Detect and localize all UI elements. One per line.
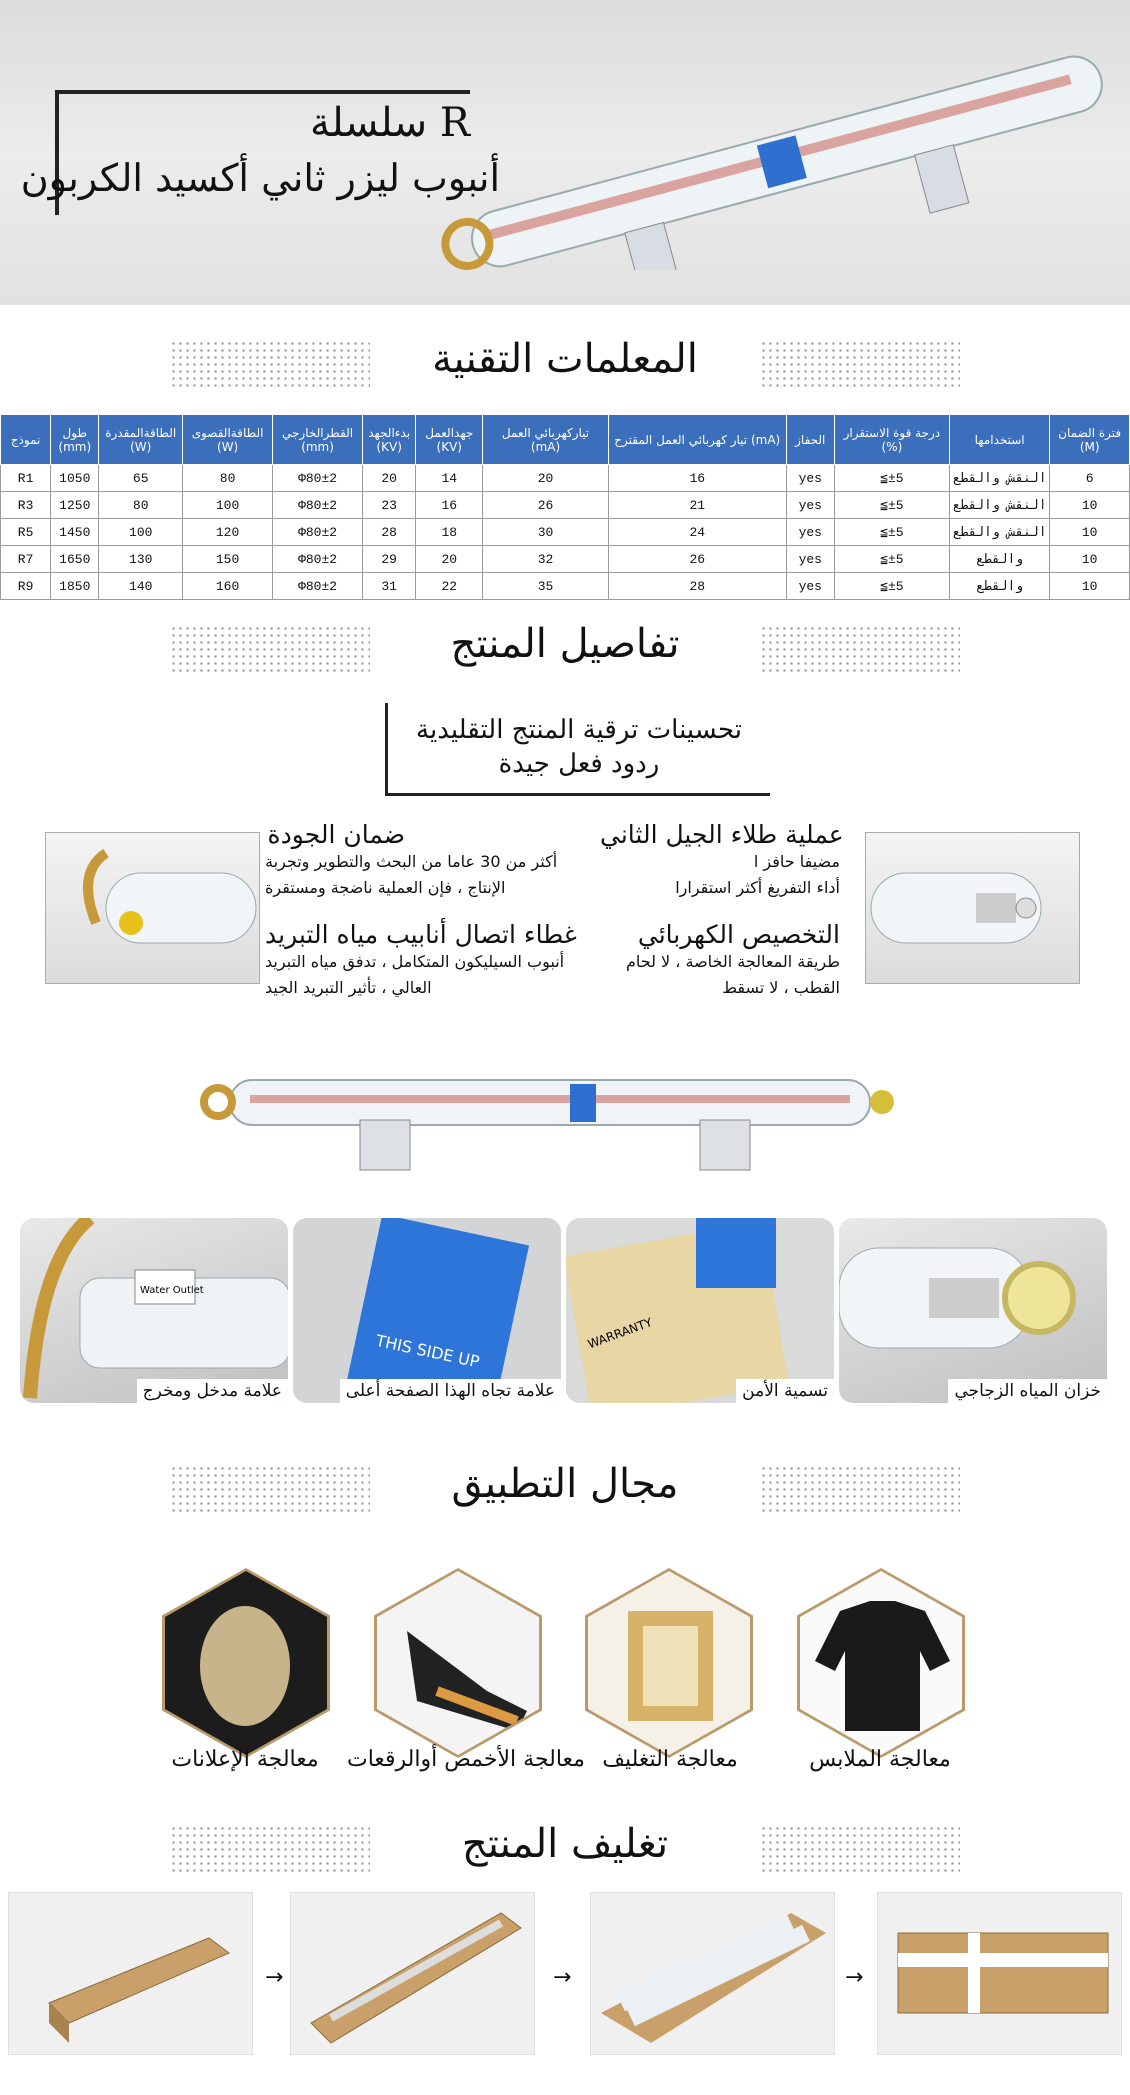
cell: R9 xyxy=(1,573,51,600)
feature-text: أنبوب السيليكون المتكامل ، تدفق مياه التبريد xyxy=(265,952,565,971)
cell: yes xyxy=(786,573,834,600)
cell: 10 xyxy=(1050,546,1130,573)
table-row xyxy=(1,492,1130,519)
cell: 130 xyxy=(99,546,183,573)
section-heading-application xyxy=(170,1455,960,1525)
feature-text: الإنتاج ، فإن العملية ناضجة ومستقرة xyxy=(265,878,506,897)
hero-subtitle: أنبوب ليزر ثاني أكسيد الكربون xyxy=(20,156,500,200)
cell: 28 xyxy=(608,573,786,600)
tube-electrode-image xyxy=(866,833,1079,983)
hero-series-title: سلسلة R xyxy=(310,100,470,146)
hero-title-box xyxy=(20,90,500,215)
water-label: Water Outlet xyxy=(140,1285,204,1296)
cell: والقطع xyxy=(949,573,1049,600)
column-header: الطاقةالقصوى (W) xyxy=(183,415,273,465)
card-caption: خزان المياه الزجاجي xyxy=(948,1379,1107,1403)
detail-card-inlet xyxy=(20,1218,288,1403)
table-row xyxy=(1,465,1130,492)
packaging-step-image xyxy=(290,1892,535,2055)
application-hexagon xyxy=(585,1568,753,1758)
laser-tube-image xyxy=(440,40,1120,270)
column-header: القطرالخارجي (mm) xyxy=(273,415,363,465)
cell: 30 xyxy=(483,519,609,546)
cell: 29 xyxy=(363,546,416,573)
cell: ≦±5 xyxy=(834,492,949,519)
feature-text: طريقة المعالجة الخاصة ، لا لحام xyxy=(625,952,840,971)
advertising-image xyxy=(165,1571,327,1755)
hero-banner xyxy=(0,0,1130,305)
cell: 6 xyxy=(1050,465,1130,492)
section-heading-details xyxy=(170,615,960,685)
cell: 14 xyxy=(416,465,483,492)
section-heading-specs xyxy=(170,330,960,400)
cell: النقش والقطع xyxy=(949,492,1049,519)
application-hexagon xyxy=(797,1568,965,1758)
cell: 26 xyxy=(608,546,786,573)
cell: 18 xyxy=(416,519,483,546)
card-caption: علامة تجاه الهذا الصفحة أعلى xyxy=(340,1379,561,1403)
cell: 100 xyxy=(183,492,273,519)
laser-tube-full-image xyxy=(200,1040,900,1180)
cell: 100 xyxy=(99,519,183,546)
cell: 16 xyxy=(416,492,483,519)
cell: 20 xyxy=(363,465,416,492)
packaging-step-image xyxy=(877,1892,1122,2055)
box-image xyxy=(9,1893,252,2054)
cell: 24 xyxy=(608,519,786,546)
feature-coating xyxy=(600,820,844,901)
cell: 65 xyxy=(99,465,183,492)
table-row xyxy=(1,573,1130,600)
feature-text: أداء التفريغ أكثر استقرارا xyxy=(675,878,840,897)
packaging-step-image xyxy=(590,1892,835,2055)
arrow-icon: → xyxy=(553,1965,572,1990)
cell: ≦±5 xyxy=(834,573,949,600)
cell: والقطع xyxy=(949,546,1049,573)
cell: 32 xyxy=(483,546,609,573)
shoe-image xyxy=(377,1571,539,1755)
cell: 31 xyxy=(363,573,416,600)
cell: 28 xyxy=(363,519,416,546)
cell: yes xyxy=(786,492,834,519)
cell: 10 xyxy=(1050,573,1130,600)
specs-table-body xyxy=(1,465,1130,600)
cell: ≦±5 xyxy=(834,519,949,546)
sealed-box-image xyxy=(878,1893,1121,2054)
feature-title: ضمان الجودة xyxy=(267,820,405,849)
section-title: مجال التطبيق xyxy=(451,1461,679,1507)
cell: R1 xyxy=(1,465,51,492)
cell: ≦±5 xyxy=(834,465,949,492)
packaging-step-image xyxy=(8,1892,253,2055)
cell: النقش والقطع xyxy=(949,519,1049,546)
feature-cooling xyxy=(265,920,585,1001)
warranty-text: WARRANTY xyxy=(585,1315,655,1352)
cell: yes xyxy=(786,465,834,492)
cell: 26 xyxy=(483,492,609,519)
glass-tank-image xyxy=(839,1218,1107,1403)
cell: R5 xyxy=(1,519,51,546)
section-title: تفاصيل المنتج xyxy=(450,621,680,667)
cell: 20 xyxy=(483,465,609,492)
column-header: درجة قوة الاستقرار (%) xyxy=(834,415,949,465)
cell: 10 xyxy=(1050,492,1130,519)
card-caption: تسمية الأمن xyxy=(736,1379,834,1403)
application-label: معالجة الملابس xyxy=(809,1747,951,1772)
bubble-wrap-image xyxy=(591,1893,834,2054)
feature-electric xyxy=(595,920,840,1001)
specs-table xyxy=(0,414,1130,600)
card-caption: علامة مدخل ومخرج xyxy=(137,1379,288,1403)
detail-card-tank xyxy=(839,1218,1107,1403)
column-header: استخدامها xyxy=(949,415,1049,465)
cell: 35 xyxy=(483,573,609,600)
cell: 1250 xyxy=(51,492,99,519)
cell: 21 xyxy=(608,492,786,519)
feature-text: أكثر من 30 عاما من البحث والتطوير وتجربة xyxy=(265,852,558,871)
quality-thumbnail xyxy=(45,832,260,984)
column-header: تيار كهربائي العمل المقترح (mA) xyxy=(608,415,786,465)
cell: 120 xyxy=(183,519,273,546)
section-title: المعلمات التقنية xyxy=(432,336,698,382)
feature-text: العالي ، تأثير التبريد الجيد xyxy=(265,978,432,997)
side-up-label-image xyxy=(293,1218,561,1403)
application-label: معالجة الأخمص أوالرقعات xyxy=(347,1747,585,1772)
feature-title: التخصيص الكهربائي xyxy=(637,920,840,949)
feature-title: عملية طلاء الجيل الثاني xyxy=(600,820,844,849)
upgrade-line2: ردود فعل جيدة xyxy=(498,749,660,779)
cell: 1450 xyxy=(51,519,99,546)
cell: ≦±5 xyxy=(834,546,949,573)
feature-title: غطاء اتصال أنابيب مياه التبريد xyxy=(265,920,577,949)
application-label: معالجة الإعلانات xyxy=(171,1747,319,1772)
detail-card-security xyxy=(566,1218,834,1403)
cell: Φ80±2 xyxy=(273,519,363,546)
column-header: نموذج xyxy=(1,415,51,465)
column-header: فترة الضمان (M) xyxy=(1050,415,1130,465)
application-hexagon xyxy=(162,1568,330,1758)
cell: yes xyxy=(786,519,834,546)
cell: 22 xyxy=(416,573,483,600)
tube-end-image xyxy=(46,833,259,983)
cell: Φ80±2 xyxy=(273,546,363,573)
inlet-outlet-image xyxy=(20,1218,288,1403)
cell: 1050 xyxy=(51,465,99,492)
column-header: تياركهربائي العمل (mA) xyxy=(483,415,609,465)
column-header: الطاقةالمقدرة (W) xyxy=(99,415,183,465)
column-header: الحفاز xyxy=(786,415,834,465)
arrow-icon: → xyxy=(265,1965,284,1990)
table-row xyxy=(1,519,1130,546)
upgrade-line1: تحسينات ترقية المنتج التقليدية xyxy=(416,715,742,745)
table-row xyxy=(1,546,1130,573)
section-title: تغليف المنتج xyxy=(461,1821,669,1867)
cell: 140 xyxy=(99,573,183,600)
cell: 10 xyxy=(1050,519,1130,546)
feature-text: مضيفا حافز ا xyxy=(753,852,840,871)
side-up-text: THIS SIDE UP xyxy=(374,1330,482,1372)
cell: 160 xyxy=(183,573,273,600)
table-header-row xyxy=(1,415,1130,465)
cell: Φ80±2 xyxy=(273,465,363,492)
column-header: بدءالجهد (KV) xyxy=(363,415,416,465)
arrow-icon: → xyxy=(845,1965,864,1990)
feature-text: القطب ، لا تسقط xyxy=(722,978,840,997)
coating-thumbnail xyxy=(865,832,1080,984)
cell: 150 xyxy=(183,546,273,573)
cell: 23 xyxy=(363,492,416,519)
section-heading-packaging xyxy=(170,1815,960,1885)
application-hexagon xyxy=(374,1568,542,1758)
open-box-image xyxy=(291,1893,534,2054)
cell: R7 xyxy=(1,546,51,573)
cell: 1650 xyxy=(51,546,99,573)
cell: Φ80±2 xyxy=(273,492,363,519)
detail-card-side-up xyxy=(293,1218,561,1403)
upgrade-box xyxy=(385,703,770,796)
application-label: معالجة التغليف xyxy=(602,1747,738,1772)
cell: 80 xyxy=(99,492,183,519)
cell: R3 xyxy=(1,492,51,519)
cell: 16 xyxy=(608,465,786,492)
column-header: طول (mm) xyxy=(51,415,99,465)
feature-quality xyxy=(265,820,585,901)
column-header: جهدالعمل (KV) xyxy=(416,415,483,465)
cell: 20 xyxy=(416,546,483,573)
packaging-cut-image xyxy=(588,1571,750,1755)
cell: yes xyxy=(786,546,834,573)
cell: النقش والقطع xyxy=(949,465,1049,492)
cell: Φ80±2 xyxy=(273,573,363,600)
cell: 1850 xyxy=(51,573,99,600)
security-label-image xyxy=(566,1218,834,1403)
cell: 80 xyxy=(183,465,273,492)
clothing-image xyxy=(800,1571,962,1755)
